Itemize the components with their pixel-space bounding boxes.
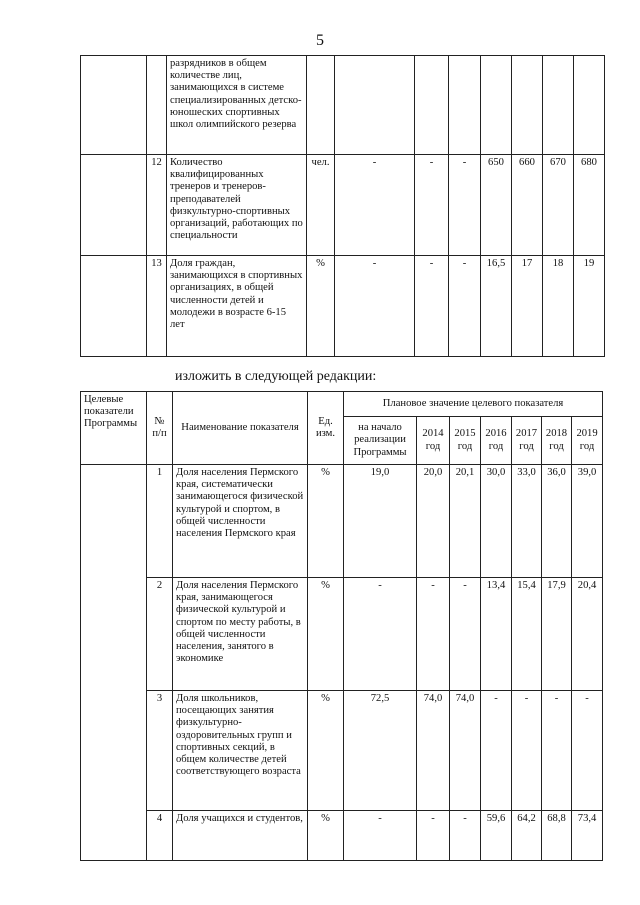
table-row (81, 811, 603, 861)
indicator-name: Количество квалифицированных тренеров и тренеров-преподавателей физкультурно-спортивных организаций, работающих по специальности (167, 155, 307, 256)
value-2019: 20,4 (572, 578, 603, 691)
table-row (81, 256, 605, 357)
value-2015: - (449, 155, 481, 256)
value-2018: 18 (543, 256, 574, 357)
value-start: - (335, 256, 415, 357)
row-number: 3 (147, 691, 173, 811)
value-2016: 650 (481, 155, 512, 256)
value-2014: - (415, 256, 449, 357)
old-indicators-table (80, 55, 605, 357)
value-2014: 20,0 (417, 465, 450, 578)
start-header: на начало реализации Программы (344, 417, 417, 465)
table-row (81, 155, 605, 256)
value-start: 19,0 (344, 465, 417, 578)
value-2016: 13,4 (481, 578, 512, 691)
value-2018: - (542, 691, 572, 811)
table-row (81, 691, 603, 811)
unit-cell: % (307, 256, 335, 357)
value-2019: - (572, 691, 603, 811)
year-2015-header: 2015 год (450, 417, 481, 465)
unit-header: Ед. изм. (308, 392, 344, 465)
value-2019: 19 (574, 256, 605, 357)
value-2019 (574, 56, 605, 155)
year-2018-header: 2018 год (542, 417, 572, 465)
indicator-name: Доля граждан, занимающихся в спортивных организациях, в общей численности детей и молодежи в возрасте 6-15 лет (167, 256, 307, 357)
value-2015: 74,0 (450, 691, 481, 811)
indicator-name: разрядников в общем количестве лиц, занимающихся в системе специализированных детско-юношеских спортивных школ олимпийского резерва (167, 56, 307, 155)
value-2018: 670 (543, 155, 574, 256)
row-number: 12 (147, 155, 167, 256)
value-2015: - (450, 811, 481, 861)
value-2015: 20,1 (450, 465, 481, 578)
goals-header: Целевые показатели Программы (81, 392, 147, 465)
planned-value-header: Плановое значение целевого показателя (344, 392, 603, 417)
row-number: 13 (147, 256, 167, 357)
value-2014 (415, 56, 449, 155)
value-2016: 59,6 (481, 811, 512, 861)
row-number: 4 (147, 811, 173, 861)
value-2018: 17,9 (542, 578, 572, 691)
value-2015 (449, 56, 481, 155)
value-2017: - (512, 691, 542, 811)
value-2014: - (415, 155, 449, 256)
indicator-name: Доля населения Пермского края, систематически занимающегося физической культурой и спортом, в общей численности населения Пермского края (173, 465, 308, 578)
indicator-name: Доля населения Пермского края, занимающегося физической культурой и спортом по месту работы, в общей численности населения, занятого в экономике (173, 578, 308, 691)
table-row (81, 578, 603, 691)
year-2017-header: 2017 год (512, 417, 542, 465)
row-number: 2 (147, 578, 173, 691)
value-2017: 15,4 (512, 578, 542, 691)
value-2019: 73,4 (572, 811, 603, 861)
value-2014: - (417, 578, 450, 691)
value-start: - (344, 578, 417, 691)
name-header: Наименование показателя (173, 392, 308, 465)
year-2019-header: 2019 год (572, 417, 603, 465)
value-start: - (335, 155, 415, 256)
page-number: 5 (316, 32, 324, 49)
value-2017: 660 (512, 155, 543, 256)
unit-cell (307, 56, 335, 155)
indicator-name: Доля учащихся и студентов, (173, 811, 308, 861)
unit-cell: % (308, 691, 344, 811)
value-2018: 36,0 (542, 465, 572, 578)
value-2019: 680 (574, 155, 605, 256)
table-header-row (81, 392, 603, 417)
num-header: № п/п (147, 392, 173, 465)
year-2014-header: 2014 год (417, 417, 450, 465)
value-start (335, 56, 415, 155)
table-row (81, 465, 603, 578)
table-row (81, 56, 605, 155)
value-2018: 68,8 (542, 811, 572, 861)
unit-cell: % (308, 465, 344, 578)
value-start: 72,5 (344, 691, 417, 811)
year-2016-header: 2016 год (481, 417, 512, 465)
value-2017: 17 (512, 256, 543, 357)
unit-cell: % (308, 578, 344, 691)
value-2015: - (449, 256, 481, 357)
unit-cell: чел. (307, 155, 335, 256)
value-2014: - (417, 811, 450, 861)
amendment-caption: изложить в следующей редакции: (175, 369, 377, 384)
row-number: 1 (147, 465, 173, 578)
value-2016: 30,0 (481, 465, 512, 578)
value-2018 (543, 56, 574, 155)
value-start: - (344, 811, 417, 861)
unit-cell: % (308, 811, 344, 861)
new-indicators-table (80, 391, 603, 861)
value-2017: 33,0 (512, 465, 542, 578)
value-2017 (512, 56, 543, 155)
value-2019: 39,0 (572, 465, 603, 578)
value-2014: 74,0 (417, 691, 450, 811)
value-2016 (481, 56, 512, 155)
value-2016: 16,5 (481, 256, 512, 357)
row-number (147, 56, 167, 155)
value-2016: - (481, 691, 512, 811)
indicator-name: Доля школьников, посещающих занятия физкультурно-оздоровительных групп и спортивных секций, в общем количестве детей соответствующего возраста (173, 691, 308, 811)
value-2015: - (450, 578, 481, 691)
value-2017: 64,2 (512, 811, 542, 861)
